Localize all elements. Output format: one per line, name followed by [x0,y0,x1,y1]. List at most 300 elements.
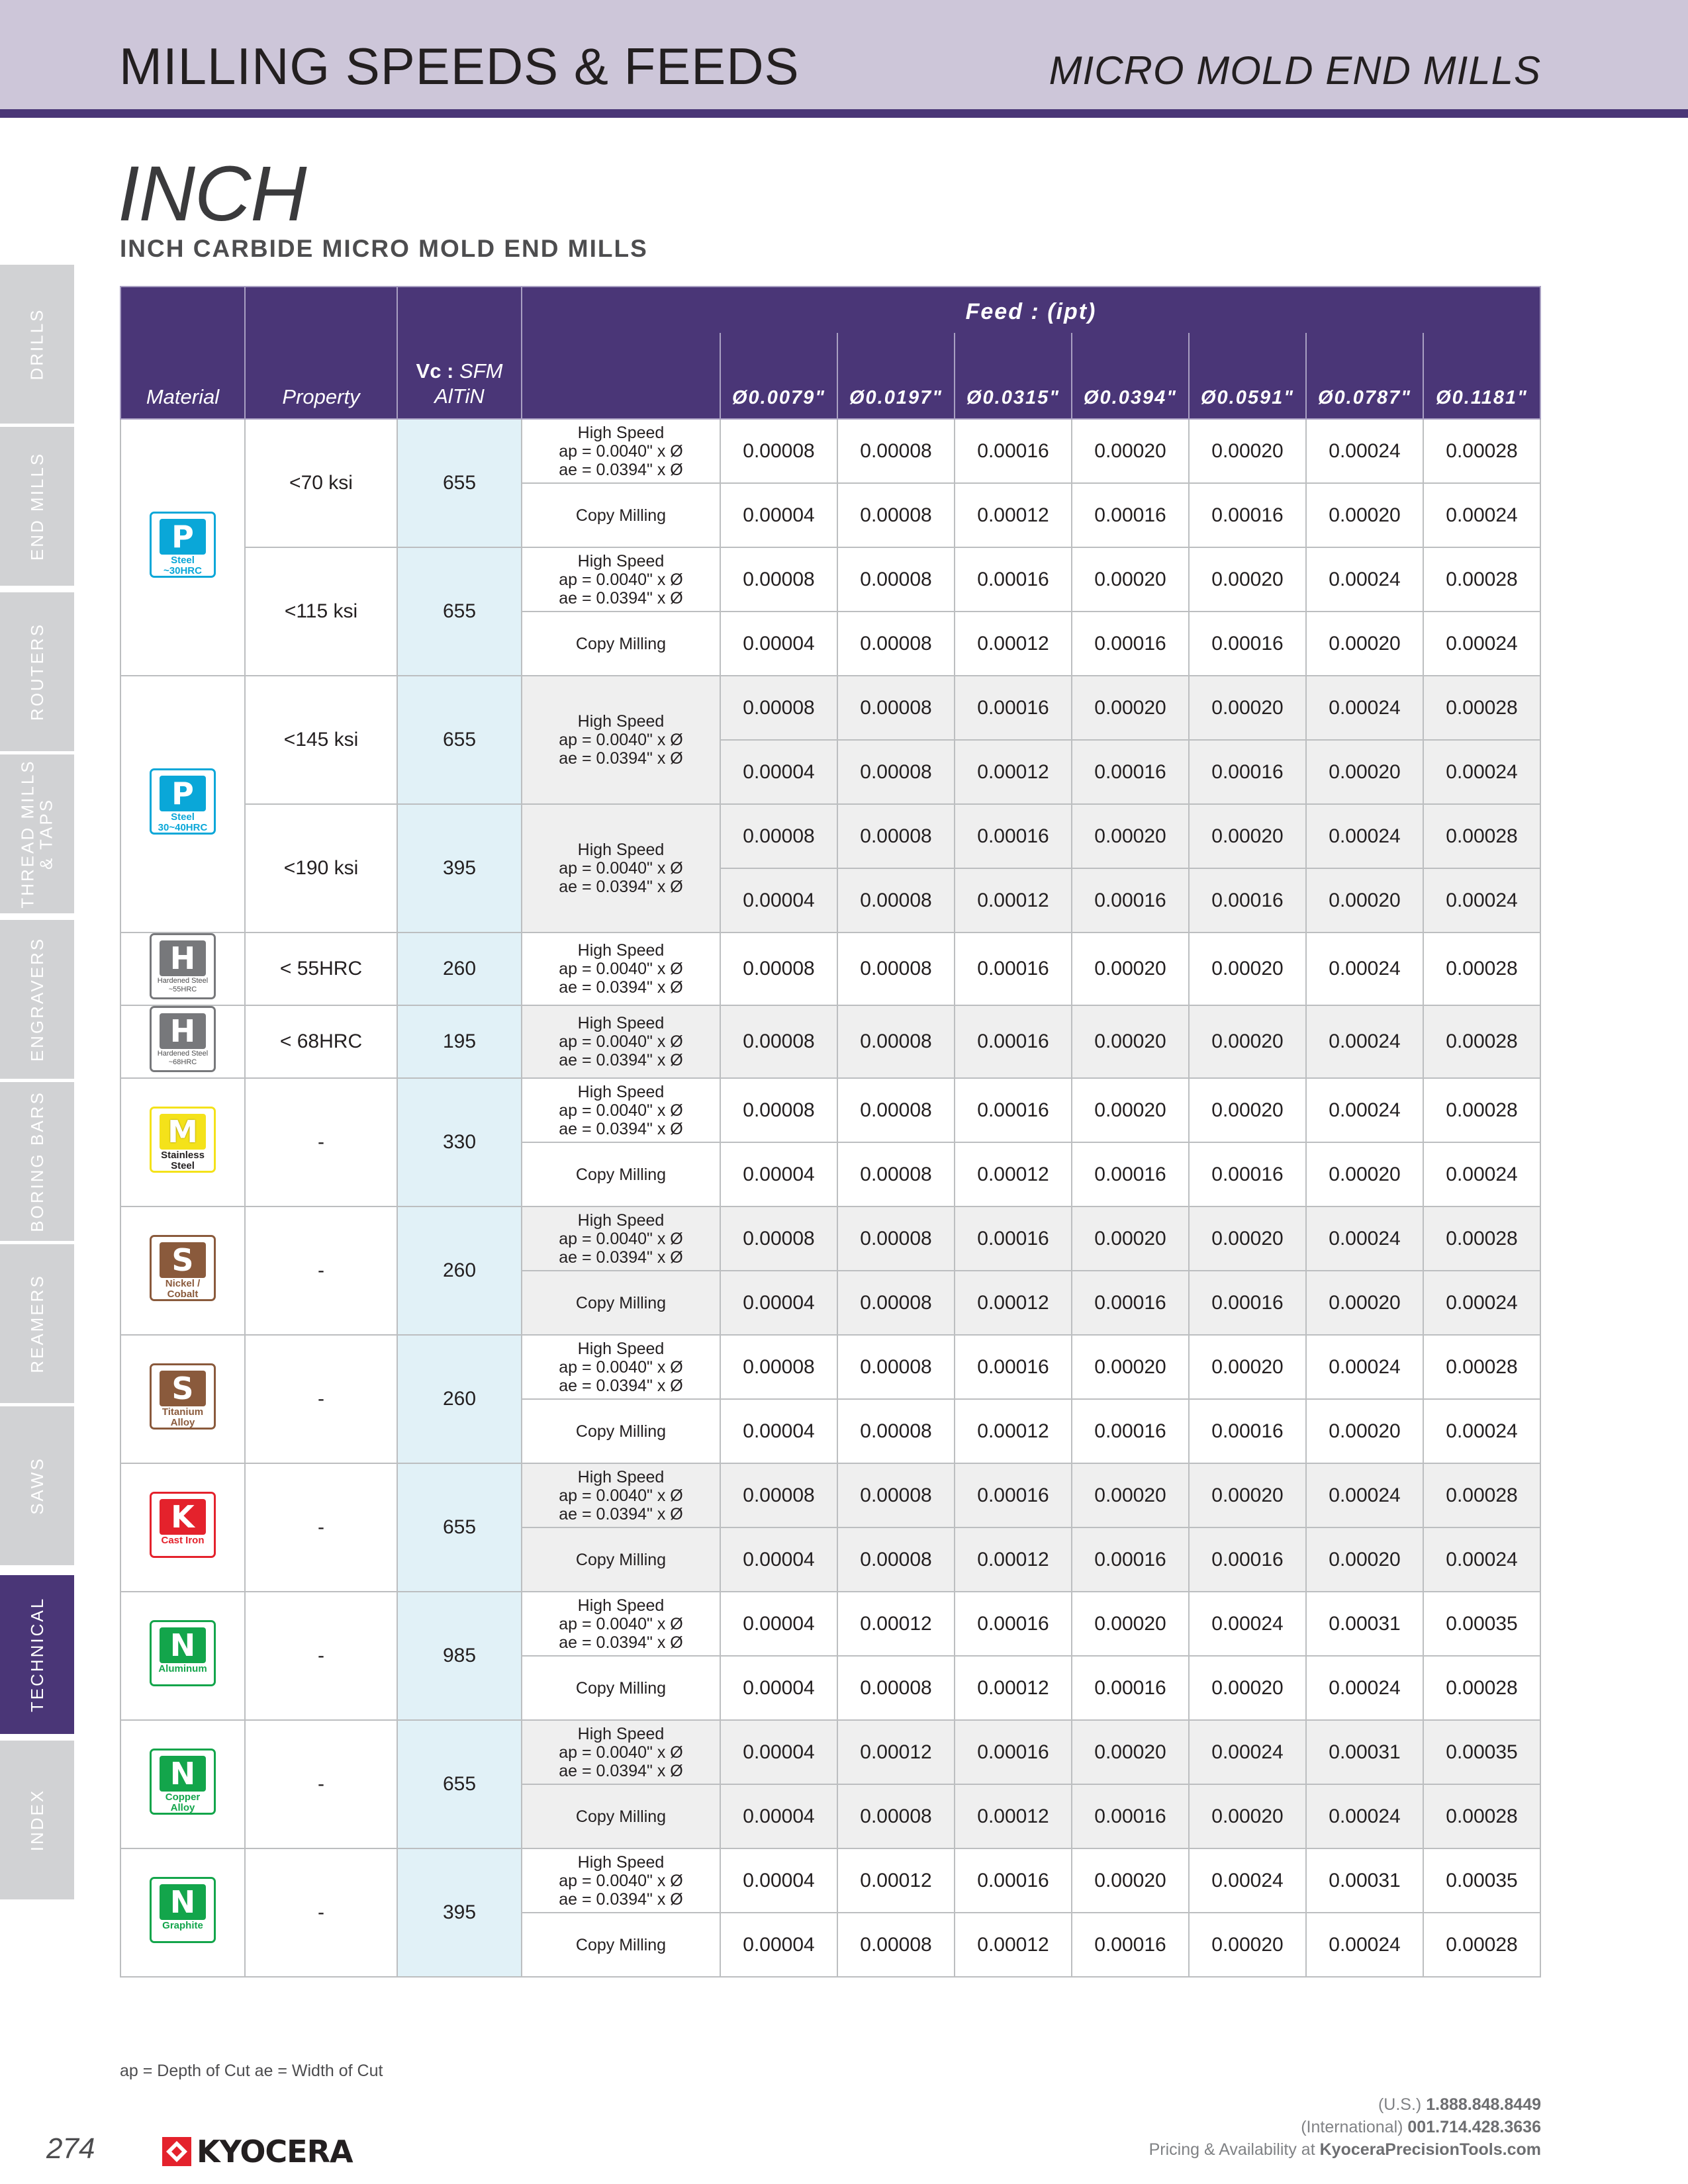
side-tab-reamers[interactable] [0,1244,74,1403]
feed-cell: 0.00020 [1072,1335,1189,1399]
material-n-badge-icon: N Graphite [150,1877,216,1943]
feed-cell: 0.00012 [955,1656,1072,1720]
contact-block [1149,2093,1541,2161]
feed-cell: 0.00008 [837,1271,955,1335]
feed-cell: 0.00035 [1423,1848,1540,1913]
feed-cell: 0.00024 [1306,1656,1423,1720]
side-tab-drills[interactable] [0,265,74,424]
side-tab-thread-mills-taps[interactable] [0,754,74,913]
vc-cell: 395 [397,804,522,933]
feed-cell: 0.00035 [1423,1720,1540,1784]
feed-cell: 0.00004 [720,1592,837,1656]
feed-cell: 0.00004 [720,1848,837,1913]
vc-cell: 655 [397,676,522,804]
method-cell-high-speed: High Speed ap = 0.0040" x Ø ae = 0.0394" x Ø [522,1720,720,1784]
property-cell: - [245,1592,397,1720]
material-cell [120,1206,245,1335]
material-s-badge-icon: S Nickel / Cobalt [150,1235,216,1301]
feed-cell: 0.00020 [1306,483,1423,547]
feed-cell: 0.00016 [1189,740,1306,804]
method-cell-high-speed: High Speed ap = 0.0040" x Ø ae = 0.0394" x Ø [522,1592,720,1656]
material-group [120,1005,1540,1078]
diameter-header: Ø0.0591" [1189,333,1306,419]
feed-cell: 0.00020 [1072,1592,1189,1656]
feed-cell: 0.00020 [1306,740,1423,804]
feed-cell: 0.00024 [1423,612,1540,676]
feed-cell: 0.00008 [837,547,955,612]
side-tab-label: ENGRAVERS [27,936,47,1062]
property-cell: - [245,1078,397,1206]
feed-cell: 0.00016 [955,1720,1072,1784]
feed-cell: 0.00016 [1072,740,1189,804]
side-tab-boring-bars[interactable] [0,1082,74,1241]
feed-cell: 0.00024 [1306,804,1423,868]
feed-cell: 0.00016 [955,1463,1072,1527]
feed-cell: 0.00004 [720,868,837,933]
property-cell: <190 ksi [245,804,397,933]
table-row [120,676,1540,740]
material-group [120,1335,1540,1463]
feed-cell: 0.00024 [1306,1206,1423,1271]
coating-label: AlTiN [434,385,485,408]
property-cell: - [245,1335,397,1463]
method-cell-copy-milling: Copy Milling [522,1142,720,1206]
feed-cell: 0.00016 [955,1005,1072,1078]
diameter-header: Ø0.0787" [1306,333,1423,419]
feed-cell: 0.00024 [1189,1848,1306,1913]
vc-column-header [397,287,522,419]
feed-cell: 0.00016 [1189,1142,1306,1206]
feed-cell: 0.00016 [1189,483,1306,547]
feed-cell: 0.00016 [955,547,1072,612]
side-tab-label: SAWS [26,1457,47,1515]
side-tab-saws[interactable] [0,1406,74,1565]
feed-cell: 0.00024 [1306,676,1423,740]
feed-cell: 0.00008 [720,933,837,1005]
material-cell [120,1335,245,1463]
website-link[interactable]: KyoceraPrecisionTools.com [1319,2140,1541,2159]
section-subtitle: INCH CARBIDE MICRO MOLD END MILLS [120,235,648,262]
property-cell: - [245,1848,397,1977]
feed-cell: 0.00016 [1189,1271,1306,1335]
method-cell-copy-milling: Copy Milling [522,1399,720,1463]
feed-cell: 0.00016 [1072,1399,1189,1463]
feed-cell: 0.00024 [1306,1005,1423,1078]
feed-cell: 0.00020 [1189,1913,1306,1977]
speeds-feeds-table [120,286,1541,1978]
feed-cell: 0.00016 [1189,612,1306,676]
method-cell-copy-milling: Copy Milling [522,612,720,676]
side-tab-end-mills[interactable] [0,427,74,586]
feed-cell: 0.00020 [1072,419,1189,483]
feed-cell: 0.00008 [720,419,837,483]
method-cell-high-speed: High Speed ap = 0.0040" x Ø ae = 0.0394" x Ø [522,1335,720,1399]
material-cell [120,1005,245,1078]
feed-cell: 0.00016 [1072,1656,1189,1720]
kyocera-logo [162,2134,353,2169]
vc-cell: 655 [397,547,522,676]
intl-phone-line: (International) 001.714.428.3636 [1301,2118,1541,2136]
feed-cell: 0.00008 [837,1142,955,1206]
property-cell: <70 ksi [245,419,397,547]
material-cell [120,1720,245,1848]
method-cell-copy-milling: Copy Milling [522,1527,720,1592]
feed-cell: 0.00008 [837,1399,955,1463]
material-group [120,676,1540,933]
method-column-header [522,333,720,419]
feed-cell: 0.00004 [720,740,837,804]
page-number: 274 [46,2132,95,2165]
property-cell: <115 ksi [245,547,397,676]
feed-cell: 0.00012 [955,483,1072,547]
feed-cell: 0.00024 [1423,483,1540,547]
material-group [120,1078,1540,1206]
section-category: MICRO MOLD END MILLS [1049,48,1541,93]
side-tab-engravers[interactable] [0,920,74,1079]
feed-cell: 0.00028 [1423,419,1540,483]
feed-cell: 0.00024 [1306,1784,1423,1848]
material-n-badge-icon: N Copper Alloy [150,1749,216,1815]
vc-cell: 985 [397,1592,522,1720]
us-phone: 1.888.848.8449 [1426,2095,1541,2114]
feed-cell: 0.00024 [1423,1271,1540,1335]
feed-cell: 0.00031 [1306,1848,1423,1913]
feed-cell: 0.00008 [837,1206,955,1271]
feed-cell: 0.00020 [1189,1656,1306,1720]
table-row [120,1720,1540,1784]
feed-cell: 0.00008 [837,419,955,483]
property-column-header: Property [245,287,397,419]
feed-cell: 0.00016 [1072,483,1189,547]
feed-cell: 0.00024 [1423,868,1540,933]
footnote: ap = Depth of Cut ae = Width of Cut [120,2062,383,2080]
feed-cell: 0.00016 [1072,868,1189,933]
property-cell: < 55HRC [245,933,397,1005]
diameter-header: Ø0.0079" [720,333,837,419]
feed-cell: 0.00004 [720,1784,837,1848]
side-tab-label: REAMERS [27,1274,48,1373]
feed-cell: 0.00020 [1072,804,1189,868]
method-cell-copy-milling: Copy Milling [522,483,720,547]
feed-cell: 0.00008 [720,804,837,868]
feed-cell: 0.00016 [955,1078,1072,1142]
property-cell: - [245,1720,397,1848]
material-s-badge-icon: S Titanium Alloy [150,1363,216,1430]
feed-cell: 0.00008 [837,1527,955,1592]
side-tab-label: TECHNICAL [27,1596,48,1713]
feed-cell: 0.00024 [1423,1399,1540,1463]
vc-cell: 260 [397,1335,522,1463]
us-phone-line: (U.S.) 1.888.848.8449 [1378,2095,1541,2114]
feed-cell: 0.00004 [720,1656,837,1720]
feed-cell: 0.00004 [720,1720,837,1784]
feed-cell: 0.00035 [1423,1592,1540,1656]
table-row [120,1848,1540,1913]
feed-cell: 0.00012 [955,1527,1072,1592]
feed-cell: 0.00020 [1189,547,1306,612]
feed-cell: 0.00008 [837,1784,955,1848]
table-row [120,1078,1540,1142]
feed-cell: 0.00004 [720,1913,837,1977]
feed-cell: 0.00012 [955,1399,1072,1463]
feed-cell: 0.00016 [955,676,1072,740]
feed-cell: 0.00016 [1189,1527,1306,1592]
vc-cell: 655 [397,419,522,547]
material-group [120,1848,1540,1977]
method-cell-high-speed: High Speed ap = 0.0040" x Ø ae = 0.0394" x Ø [522,1005,720,1078]
material-cell [120,1463,245,1592]
side-tab-index[interactable] [0,1741,74,1899]
website-line: Pricing & Availability at KyoceraPrecisionTools.com [1149,2140,1541,2159]
material-group [120,1206,1540,1335]
feed-cell: 0.00008 [837,933,955,1005]
table-row [120,1335,1540,1399]
feed-cell: 0.00016 [1072,1142,1189,1206]
feed-cell: 0.00008 [720,1335,837,1399]
material-m-badge-icon: M Stainless Steel [150,1107,216,1173]
feed-cell: 0.00020 [1189,933,1306,1005]
feed-cell: 0.00020 [1189,804,1306,868]
feed-cell: 0.00008 [720,547,837,612]
feed-cell: 0.00012 [837,1720,955,1784]
feed-cell: 0.00024 [1306,547,1423,612]
feed-cell: 0.00012 [955,1271,1072,1335]
material-k-badge-icon: K Cast Iron [150,1492,216,1558]
method-cell-high-speed: High Speed ap = 0.0040" x Ø ae = 0.0394" x Ø [522,547,720,612]
feed-cell: 0.00020 [1306,1142,1423,1206]
feed-cell: 0.00016 [955,419,1072,483]
table-row [120,1206,1540,1271]
feed-cell: 0.00008 [837,1078,955,1142]
diameter-header: Ø0.1181" [1423,333,1540,419]
side-tab-technical[interactable] [0,1575,74,1734]
material-cell [120,419,245,676]
feed-cell: 0.00008 [837,1913,955,1977]
material-group [120,1720,1540,1848]
feed-cell: 0.00028 [1423,1656,1540,1720]
method-cell-copy-milling: Copy Milling [522,1784,720,1848]
material-h-badge-icon: H Hardened Steel ~55HRC [150,933,216,999]
method-cell-copy-milling: Copy Milling [522,1271,720,1335]
feed-cell: 0.00008 [837,740,955,804]
feed-cell: 0.00028 [1423,804,1540,868]
side-tab-label: THREAD MILLS & TAPS [18,759,57,909]
vc-cell: 195 [397,1005,522,1078]
table-row [120,1592,1540,1656]
feed-cell: 0.00024 [1306,1078,1423,1142]
feed-cell: 0.00004 [720,1271,837,1335]
intl-phone: 001.714.428.3636 [1407,2118,1541,2136]
feed-cell: 0.00008 [837,804,955,868]
feed-cell: 0.00016 [955,933,1072,1005]
table-row [120,804,1540,868]
feed-cell: 0.00008 [837,676,955,740]
feed-cell: 0.00016 [955,1335,1072,1399]
feed-cell: 0.00020 [1189,1463,1306,1527]
material-cell [120,676,245,933]
feed-cell: 0.00008 [837,1463,955,1527]
kyocera-logo-icon [162,2137,191,2166]
feed-cell: 0.00008 [720,1005,837,1078]
feed-cell: 0.00028 [1423,547,1540,612]
feed-cell: 0.00028 [1423,1335,1540,1399]
feed-cell: 0.00028 [1423,1005,1540,1078]
material-cell [120,1078,245,1206]
feed-cell: 0.00008 [720,676,837,740]
material-cell [120,933,245,1005]
feed-cell: 0.00024 [1306,933,1423,1005]
feed-cell: 0.00008 [837,612,955,676]
vc-cell: 260 [397,933,522,1005]
feed-cell: 0.00028 [1423,1913,1540,1977]
feed-cell: 0.00012 [955,612,1072,676]
side-tab-routers[interactable] [0,592,74,751]
feed-cell: 0.00024 [1189,1592,1306,1656]
feed-cell: 0.00008 [837,1656,955,1720]
feed-cell: 0.00008 [720,1078,837,1142]
feed-cell: 0.00024 [1423,740,1540,804]
method-cell-high-speed: High Speed ap = 0.0040" x Ø ae = 0.0394" x Ø [522,933,720,1005]
feed-cell: 0.00020 [1306,1271,1423,1335]
page-header [0,0,1688,109]
side-tab-label: INDEX [27,1788,47,1852]
side-tab-label: BORING BARS [27,1091,47,1232]
material-group [120,1463,1540,1592]
feed-cell: 0.00012 [955,1913,1072,1977]
feed-cell: 0.00020 [1306,868,1423,933]
feed-cell: 0.00020 [1072,676,1189,740]
method-cell-high-speed: High Speed ap = 0.0040" x Ø ae = 0.0394" x Ø [522,1206,720,1271]
vc-cell: 655 [397,1720,522,1848]
property-cell: <145 ksi [245,676,397,804]
material-group [120,933,1540,1005]
side-tab-label: ROUTERS [27,622,47,721]
feed-cell: 0.00020 [1306,1399,1423,1463]
material-p-badge-icon: P Steel ~30HRC [150,512,216,578]
material-p-badge-icon: P Steel 30~40HRC [150,768,216,835]
feed-cell: 0.00020 [1306,612,1423,676]
feed-cell: 0.00028 [1423,1784,1540,1848]
feed-cell: 0.00012 [955,1142,1072,1206]
feed-cell: 0.00008 [720,1463,837,1527]
property-cell: - [245,1206,397,1335]
feed-cell: 0.00024 [1306,1335,1423,1399]
feed-cell: 0.00012 [955,868,1072,933]
feed-cell: 0.00024 [1423,1142,1540,1206]
feed-cell: 0.00016 [955,804,1072,868]
feed-cell: 0.00020 [1072,933,1189,1005]
vc-cell: 330 [397,1078,522,1206]
feed-cell: 0.00012 [955,740,1072,804]
feed-cell: 0.00024 [1189,1720,1306,1784]
property-cell: - [245,1463,397,1592]
feed-cell: 0.00020 [1189,676,1306,740]
feed-cell: 0.00016 [1072,1784,1189,1848]
feed-cell: 0.00004 [720,1399,837,1463]
feed-cell: 0.00008 [837,483,955,547]
method-cell-copy-milling: Copy Milling [522,1656,720,1720]
feed-cell: 0.00008 [720,1206,837,1271]
vc-cell: 260 [397,1206,522,1335]
feed-cell: 0.00012 [955,1784,1072,1848]
feed-cell: 0.00020 [1189,1784,1306,1848]
vc-cell: 395 [397,1848,522,1977]
section-title: INCH [118,150,306,238]
material-cell [120,1848,245,1977]
page-title: MILLING SPEEDS & FEEDS [119,37,800,95]
feed-cell: 0.00016 [955,1592,1072,1656]
material-column-header: Material [120,287,245,419]
feed-cell: 0.00020 [1072,1005,1189,1078]
feed-cell: 0.00016 [955,1848,1072,1913]
feed-cell: 0.00024 [1306,419,1423,483]
feed-cell: 0.00024 [1306,1463,1423,1527]
method-cell-high-speed: High Speed ap = 0.0040" x Ø ae = 0.0394" x Ø [522,419,720,483]
feed-cell: 0.00020 [1189,1078,1306,1142]
feed-cell: 0.00012 [837,1592,955,1656]
feed-cell: 0.00008 [837,868,955,933]
feed-cell: 0.00004 [720,1142,837,1206]
feed-cell: 0.00020 [1072,1720,1189,1784]
feed-cell: 0.00020 [1072,1463,1189,1527]
feed-cell: 0.00012 [837,1848,955,1913]
feed-cell: 0.00020 [1189,419,1306,483]
material-group [120,419,1540,676]
feed-header: Feed : (ipt) [522,287,1540,333]
feed-cell: 0.00016 [1189,868,1306,933]
vc-header-label: Vc : SFM [416,359,503,383]
table-row [120,1463,1540,1527]
feed-cell: 0.00020 [1189,1206,1306,1271]
feed-cell: 0.00024 [1306,1913,1423,1977]
method-cell-high-speed: High Speed ap = 0.0040" x Ø ae = 0.0394" x Ø [522,804,720,933]
feed-cell: 0.00024 [1423,1527,1540,1592]
feed-cell: 0.00020 [1189,1335,1306,1399]
feed-cell: 0.00020 [1072,547,1189,612]
feed-cell: 0.00016 [1189,1399,1306,1463]
material-group [120,1592,1540,1720]
material-n-badge-icon: N Aluminum [150,1620,216,1686]
feed-cell: 0.00020 [1072,1848,1189,1913]
vc-unit-label: SFM [459,359,503,383]
feed-cell: 0.00028 [1423,1078,1540,1142]
diameter-header: Ø0.0197" [837,333,955,419]
feed-cell: 0.00028 [1423,676,1540,740]
method-cell-high-speed: High Speed ap = 0.0040" x Ø ae = 0.0394" x Ø [522,1078,720,1142]
feed-cell: 0.00016 [1072,612,1189,676]
feed-cell: 0.00020 [1072,1206,1189,1271]
material-cell [120,1592,245,1720]
side-tab-label: END MILLS [27,451,48,561]
table-row [120,419,1540,483]
feed-cell: 0.00016 [1072,1913,1189,1977]
method-cell-copy-milling: Copy Milling [522,1913,720,1977]
method-cell-high-speed: High Speed ap = 0.0040" x Ø ae = 0.0394" x Ø [522,1848,720,1913]
diameter-header: Ø0.0315" [955,333,1072,419]
material-h-badge-icon: H Hardened Steel ~68HRC [150,1006,216,1072]
feed-cell: 0.00020 [1189,1005,1306,1078]
feed-cell: 0.00004 [720,612,837,676]
kyocera-wordmark: KYOCERA [197,2134,353,2169]
feed-cell: 0.00016 [1072,1527,1189,1592]
feed-cell: 0.00028 [1423,933,1540,1005]
feed-cell: 0.00008 [837,1005,955,1078]
feed-cell: 0.00004 [720,483,837,547]
feed-cell: 0.00028 [1423,1463,1540,1527]
feed-cell: 0.00016 [955,1206,1072,1271]
table-row [120,547,1540,612]
method-cell-high-speed: High Speed ap = 0.0040" x Ø ae = 0.0394" x Ø [522,1463,720,1527]
